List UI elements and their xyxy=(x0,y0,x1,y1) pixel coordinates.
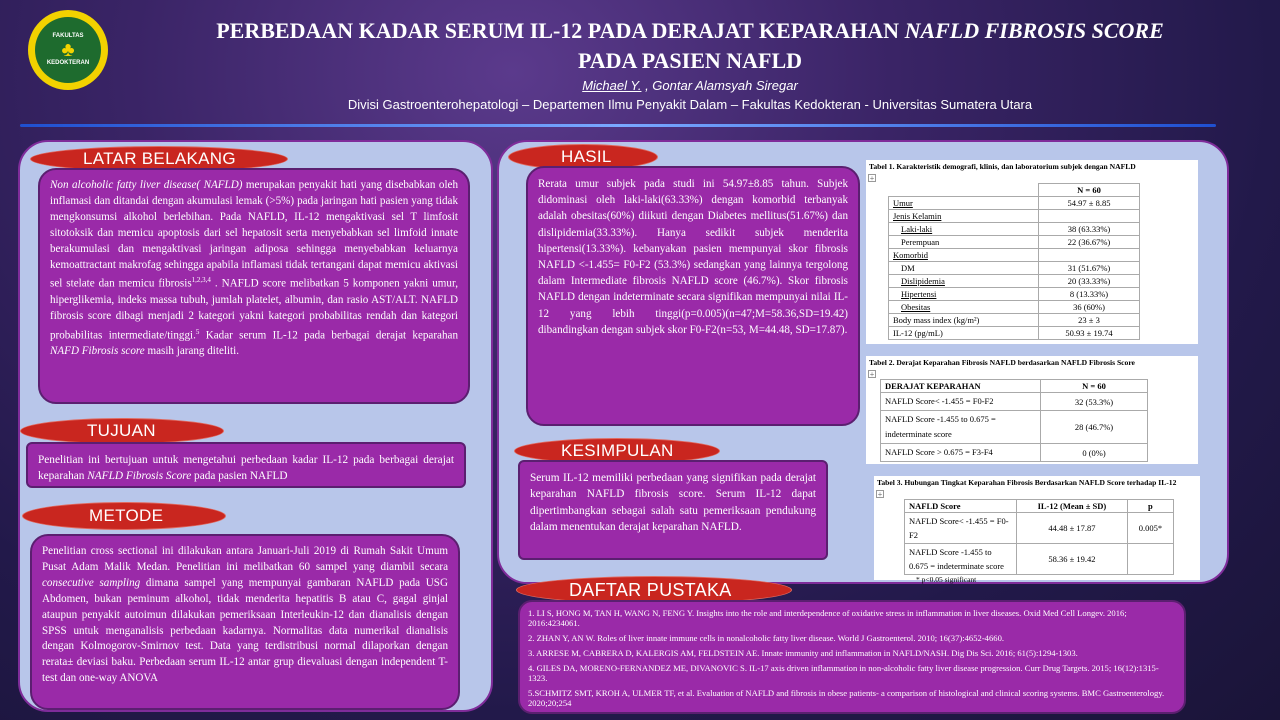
table1-label: Jenis Kelamin xyxy=(889,210,1039,223)
authors xyxy=(150,78,1230,93)
affiliation: Divisi Gastroenterohepatologi – Departemen Ilmu Penyakit Dalam – Fakultas Kedokteran - Universitas Sumatera Utara xyxy=(347,97,1033,112)
table1-label: DM xyxy=(889,262,1039,275)
table1-label: Umur xyxy=(889,197,1039,210)
latar-p3-italic: NAFD Fibrosis score xyxy=(50,345,145,358)
table-expand-icon: + xyxy=(869,174,875,183)
table1-label: IL-12 (pg/mL) xyxy=(889,327,1039,340)
table1-caption: Tabel 1. Karakteristik demografi, klinis, dan laboratorium subjek dengan NAFLD xyxy=(869,162,1136,171)
table1-label: Dislipidemia xyxy=(889,275,1039,288)
metode-box xyxy=(30,534,460,710)
reference-item: 2. ZHAN Y, AN W. Roles of liver innate immune cells in nonalcoholic fatty liver disease. World J Gastroenterol. 2010; 16(37):4652-4660. xyxy=(528,633,1005,643)
table-row xyxy=(889,314,1140,327)
table1-value: 54.97 ± 8.85 xyxy=(1039,197,1140,210)
title-line2: PADA PASIEN NAFLD xyxy=(577,48,803,73)
latar-sup1: 1,2,3,4 xyxy=(191,276,211,285)
metode-heading: METODE xyxy=(22,502,226,530)
table-row xyxy=(889,249,1140,262)
tujuan-heading: TUJUAN xyxy=(20,418,224,444)
hasil-box: Rerata umur subjek pada studi ini 54.97±8.85 tahun. Subjek didominasi oleh laki-laki(63.33%) dengan komorbid terbanyak adalah obesitas(60%) diikuti dengan Diabetes mellitus(51.67%) dan dislipidemia(33.33%). Hanya sedikit subjek menderita hipertensi(13.33%). kebanyakan pasien mempunyai skor fibrosis NAFLD <-1.455= F0-F2 (53.3%) sedangkan yang lainnya tergolong dalam Intermediate fibrosis NAFLD score (46.7%). Skor fibrosis NAFLD dengan indeterminate secara signifikan mempunyai nilai IL-12 yang lebih tinggi(p=0.005)(n=47;M=58.36,SD=19.42) dibandingkan dengan subjek skor F0-F2(n=53, M=44.48, SD=17.87). xyxy=(526,166,860,426)
latar-p3-end: masih jarang diteliti. xyxy=(144,345,239,358)
latar-italic: Non alcoholic fatty liver disease( NAFLD) xyxy=(50,179,243,191)
table3 xyxy=(874,476,1200,584)
reference-item: 4. GILES DA, MORENO-FERNANDEZ ME, DIVANOVIC S. IL-17 axis driven inflammation in non-alcoholic fatty liver disease progression. Curr Drug Targets. 2015; 16(12):1315-1323. xyxy=(528,663,1159,683)
table-row xyxy=(889,327,1140,340)
table-expand-icon: + xyxy=(877,490,883,499)
table-row xyxy=(889,301,1140,314)
table2-col2: N = 60 xyxy=(1041,380,1148,393)
table2-caption: Tabel 2. Derajat Keparahan Fibrosis NAFLD berdasarkan NAFLD Fibrosis Score xyxy=(869,358,1135,367)
table-row xyxy=(881,444,1148,462)
metode-p1: Penelitian cross sectional ini dilakukan antara Januari-Juli 2019 di Rumah Sakit Umum Pusat Adam Malik Medan. Penelitian ini melibatkan 60 sampel yang diambil secara xyxy=(42,545,448,573)
latar-p1: merupakan penyakit hati yang disebabkan oleh inflamasi dan ditandai dengan akumulasi lemak (>5%) pada jaringan hati pasien yang tidak mengkonsumsi alkohol berlebihan. Pada NAFLD, IL-12 mengaktivasi sel T limfosit sitotoksik dan memicu apoptosis dari sel hepatosit serta menyebabkan sel limfoid innate berakumulasi dan mengaktivasi jaringan adiposa sehingga menyebabkan keluarnya kemoattractant makrofag sehingga apabila inflamasi tidak tertangani dapat memicu aktivasi sel stelate dan memicu fibrosis xyxy=(50,179,458,291)
table1-value: 8 (13.33%) xyxy=(1039,288,1140,301)
table3-col2: IL-12 (Mean ± SD) xyxy=(1017,500,1128,513)
table3-label: NAFLD Score< -1.455 = F0-F2 xyxy=(905,513,1017,544)
table-row xyxy=(889,210,1140,223)
table3-value: 58.36 ± 19.42 xyxy=(1017,544,1128,575)
table3-p xyxy=(1127,544,1173,575)
table1-header: N = 60 xyxy=(1039,184,1140,197)
table2-label: NAFLD Score -1.455 to 0.675 = indeterminate score xyxy=(881,411,1041,444)
poster-title xyxy=(150,16,1230,76)
latar-heading: LATAR BELAKANG xyxy=(30,146,288,172)
table3-p: 0.005* xyxy=(1127,513,1173,544)
title-line1-italic: NAFLD FIBROSIS SCORE xyxy=(904,18,1164,43)
table1-label: Perempuan xyxy=(889,236,1039,249)
tujuan-p2: pada pasien NAFLD xyxy=(191,470,288,483)
table1-value: 20 (33.33%) xyxy=(1039,275,1140,288)
table3-note: * p<0.05 significant xyxy=(916,575,977,584)
table3-col1: NAFLD Score xyxy=(905,500,1017,513)
latar-sup2: 5 xyxy=(195,327,200,336)
table-row xyxy=(905,544,1174,575)
reference-list xyxy=(528,608,1176,708)
hasil-heading: HASIL xyxy=(508,144,658,170)
table2-value: 32 (53.3%) xyxy=(1041,393,1148,411)
table3-caption: Tabel 3. Hubungan Tingkat Keparahan Fibrosis Berdasarkan NAFLD Score terhadap IL-12 xyxy=(877,478,1177,487)
author-first: Michael Y. xyxy=(582,78,642,93)
table-row xyxy=(889,197,1140,210)
header-divider xyxy=(20,124,1216,127)
table1-value: 50.93 ± 19.74 xyxy=(1039,327,1140,340)
table1-label: Laki-laki xyxy=(889,223,1039,236)
metode-italic: consecutive sampling xyxy=(42,576,141,589)
table-row xyxy=(889,262,1140,275)
table3-col3: p xyxy=(1127,500,1173,513)
reference-item: 3. ARRESE M, CABRERA D, KALERGIS AM, FELDSTEIN AE. Innate immunity and inflammation in NAFLD/NASH. Dig Dis Sci. 2016; 61(5):1294-1303. xyxy=(528,648,1078,658)
latar-p2: . NAFLD score melibatkan 5 komponen yakni umur, hiperglikemia, indeks massa tubuh, jumlah platelet, albumin, dan rasio AST/ALT. NAFLD fibrosis score dibagi menjadi 2 kategori yakni kategori probabilitas rendah dan kategori probabilitas intermediate/tinggi. xyxy=(50,278,458,342)
pustaka-box xyxy=(518,600,1186,714)
table1-value: 23 ± 3 xyxy=(1039,314,1140,327)
table2-label: NAFLD Score > 0.675 = F3-F4 xyxy=(881,444,1041,462)
logo-text-top: FAKULTAS xyxy=(52,33,84,40)
table3-value: 44.48 ± 17.87 xyxy=(1017,513,1128,544)
latar-box xyxy=(38,168,470,404)
table2-col1: DERAJAT KEPARAHAN xyxy=(881,380,1041,393)
table1-value xyxy=(1039,249,1140,262)
table-row xyxy=(881,393,1148,411)
tree-icon: ♣ xyxy=(61,39,75,61)
table1-value: 31 (51.67%) xyxy=(1039,262,1140,275)
table1-value: 22 (36.67%) xyxy=(1039,236,1140,249)
table-row xyxy=(881,411,1148,444)
table-row xyxy=(889,288,1140,301)
table-row xyxy=(905,513,1174,544)
table1-grid xyxy=(888,183,1140,340)
table1-value: 36 (60%) xyxy=(1039,301,1140,314)
table2-grid xyxy=(880,379,1148,462)
table2-label: NAFLD Score< -1.455 = F0-F2 xyxy=(881,393,1041,411)
table1 xyxy=(866,160,1198,344)
table2 xyxy=(866,356,1198,464)
metode-p2: dimana sampel yang mempunyai gambaran NAFLD pada USG Abdomen, bukan peminum alkohol, tidak menderita hepatitis B atau C, gagal ginjal ataupun penyakit autoimun dilakukan pemeriksaan Interleukin-12 dan dianalisis dengan SPSS untuk menganalisis perbedaan kadarnya. Normalitas data numerikal dianalisis dengan Kolmogorov-Smirnov test. Data yang terdistribusi normal dilaporkan dengan rerata± deviasi baku. Perbedaan serum IL-12 antar grup dievaluasi dengan independent T-test dan one-way ANOVA xyxy=(42,576,448,685)
latar-p3: Kadar serum IL-12 pada berbagai derajat keparahan xyxy=(199,329,458,342)
title-line1: PERBEDAAN KADAR SERUM IL-12 PADA DERAJAT KEPARAHAN xyxy=(216,18,905,43)
table2-value: 28 (46.7%) xyxy=(1041,411,1148,444)
table3-label: NAFLD Score -1.455 to 0.675 = indeterminate score xyxy=(905,544,1017,575)
author-rest: , Gontar Alamsyah Siregar xyxy=(641,78,798,93)
table1-value: 38 (63.33%) xyxy=(1039,223,1140,236)
tujuan-italic: NAFLD Fibrosis Score xyxy=(87,470,192,483)
tujuan-box xyxy=(26,442,466,488)
table1-label: Komorbid xyxy=(889,249,1039,262)
reference-item: 5.SCHMITZ SMT, KROH A, ULMER TF, et al. Evaluation of NAFLD and fibrosis in obese patients- a comparison of histological and clinical scoring systems. BMC Gastroenterology. 2020;20;254 xyxy=(528,688,1165,708)
table1-label: Hipertensi xyxy=(889,288,1039,301)
table2-value: 0 (0%) xyxy=(1041,444,1148,462)
logo-text-bottom: KEDOKTERAN xyxy=(46,60,90,66)
kesimpulan-box: Serum IL-12 memiliki perbedaan yang signifikan pada derajat keparahan NAFLD fibrosis score. Serum IL-12 dapat dipertimbangkan sebagai salah satu pemeriksaan pendukung dalam menentukan derajat keparahan NAFLD. xyxy=(518,460,828,560)
table-row xyxy=(889,275,1140,288)
kesimpulan-heading: KESIMPULAN xyxy=(514,438,720,464)
reference-item: 1. LI S, HONG M, TAN H, WANG N, FENG Y. Insights into the role and interdependence of oxidative stress in inflammation in liver diseases. Oxid Med Cell Longev. 2016; 2016:4234061. xyxy=(528,608,1127,628)
table3-grid xyxy=(904,499,1174,575)
table-row xyxy=(889,223,1140,236)
tujuan-p1: Penelitian ini bertujuan untuk mengetahui perbedaan kadar IL-12 pada berbagai derajat keparahan xyxy=(38,454,454,483)
table1-label: Body mass index (kg/m²) xyxy=(889,314,1039,327)
table-expand-icon: + xyxy=(869,370,875,379)
pustaka-heading: DAFTAR PUSTAKA xyxy=(516,576,792,604)
table1-value xyxy=(1039,210,1140,223)
table-row xyxy=(889,236,1140,249)
table1-label: Obesitas xyxy=(889,301,1039,314)
faculty-logo xyxy=(28,10,108,90)
